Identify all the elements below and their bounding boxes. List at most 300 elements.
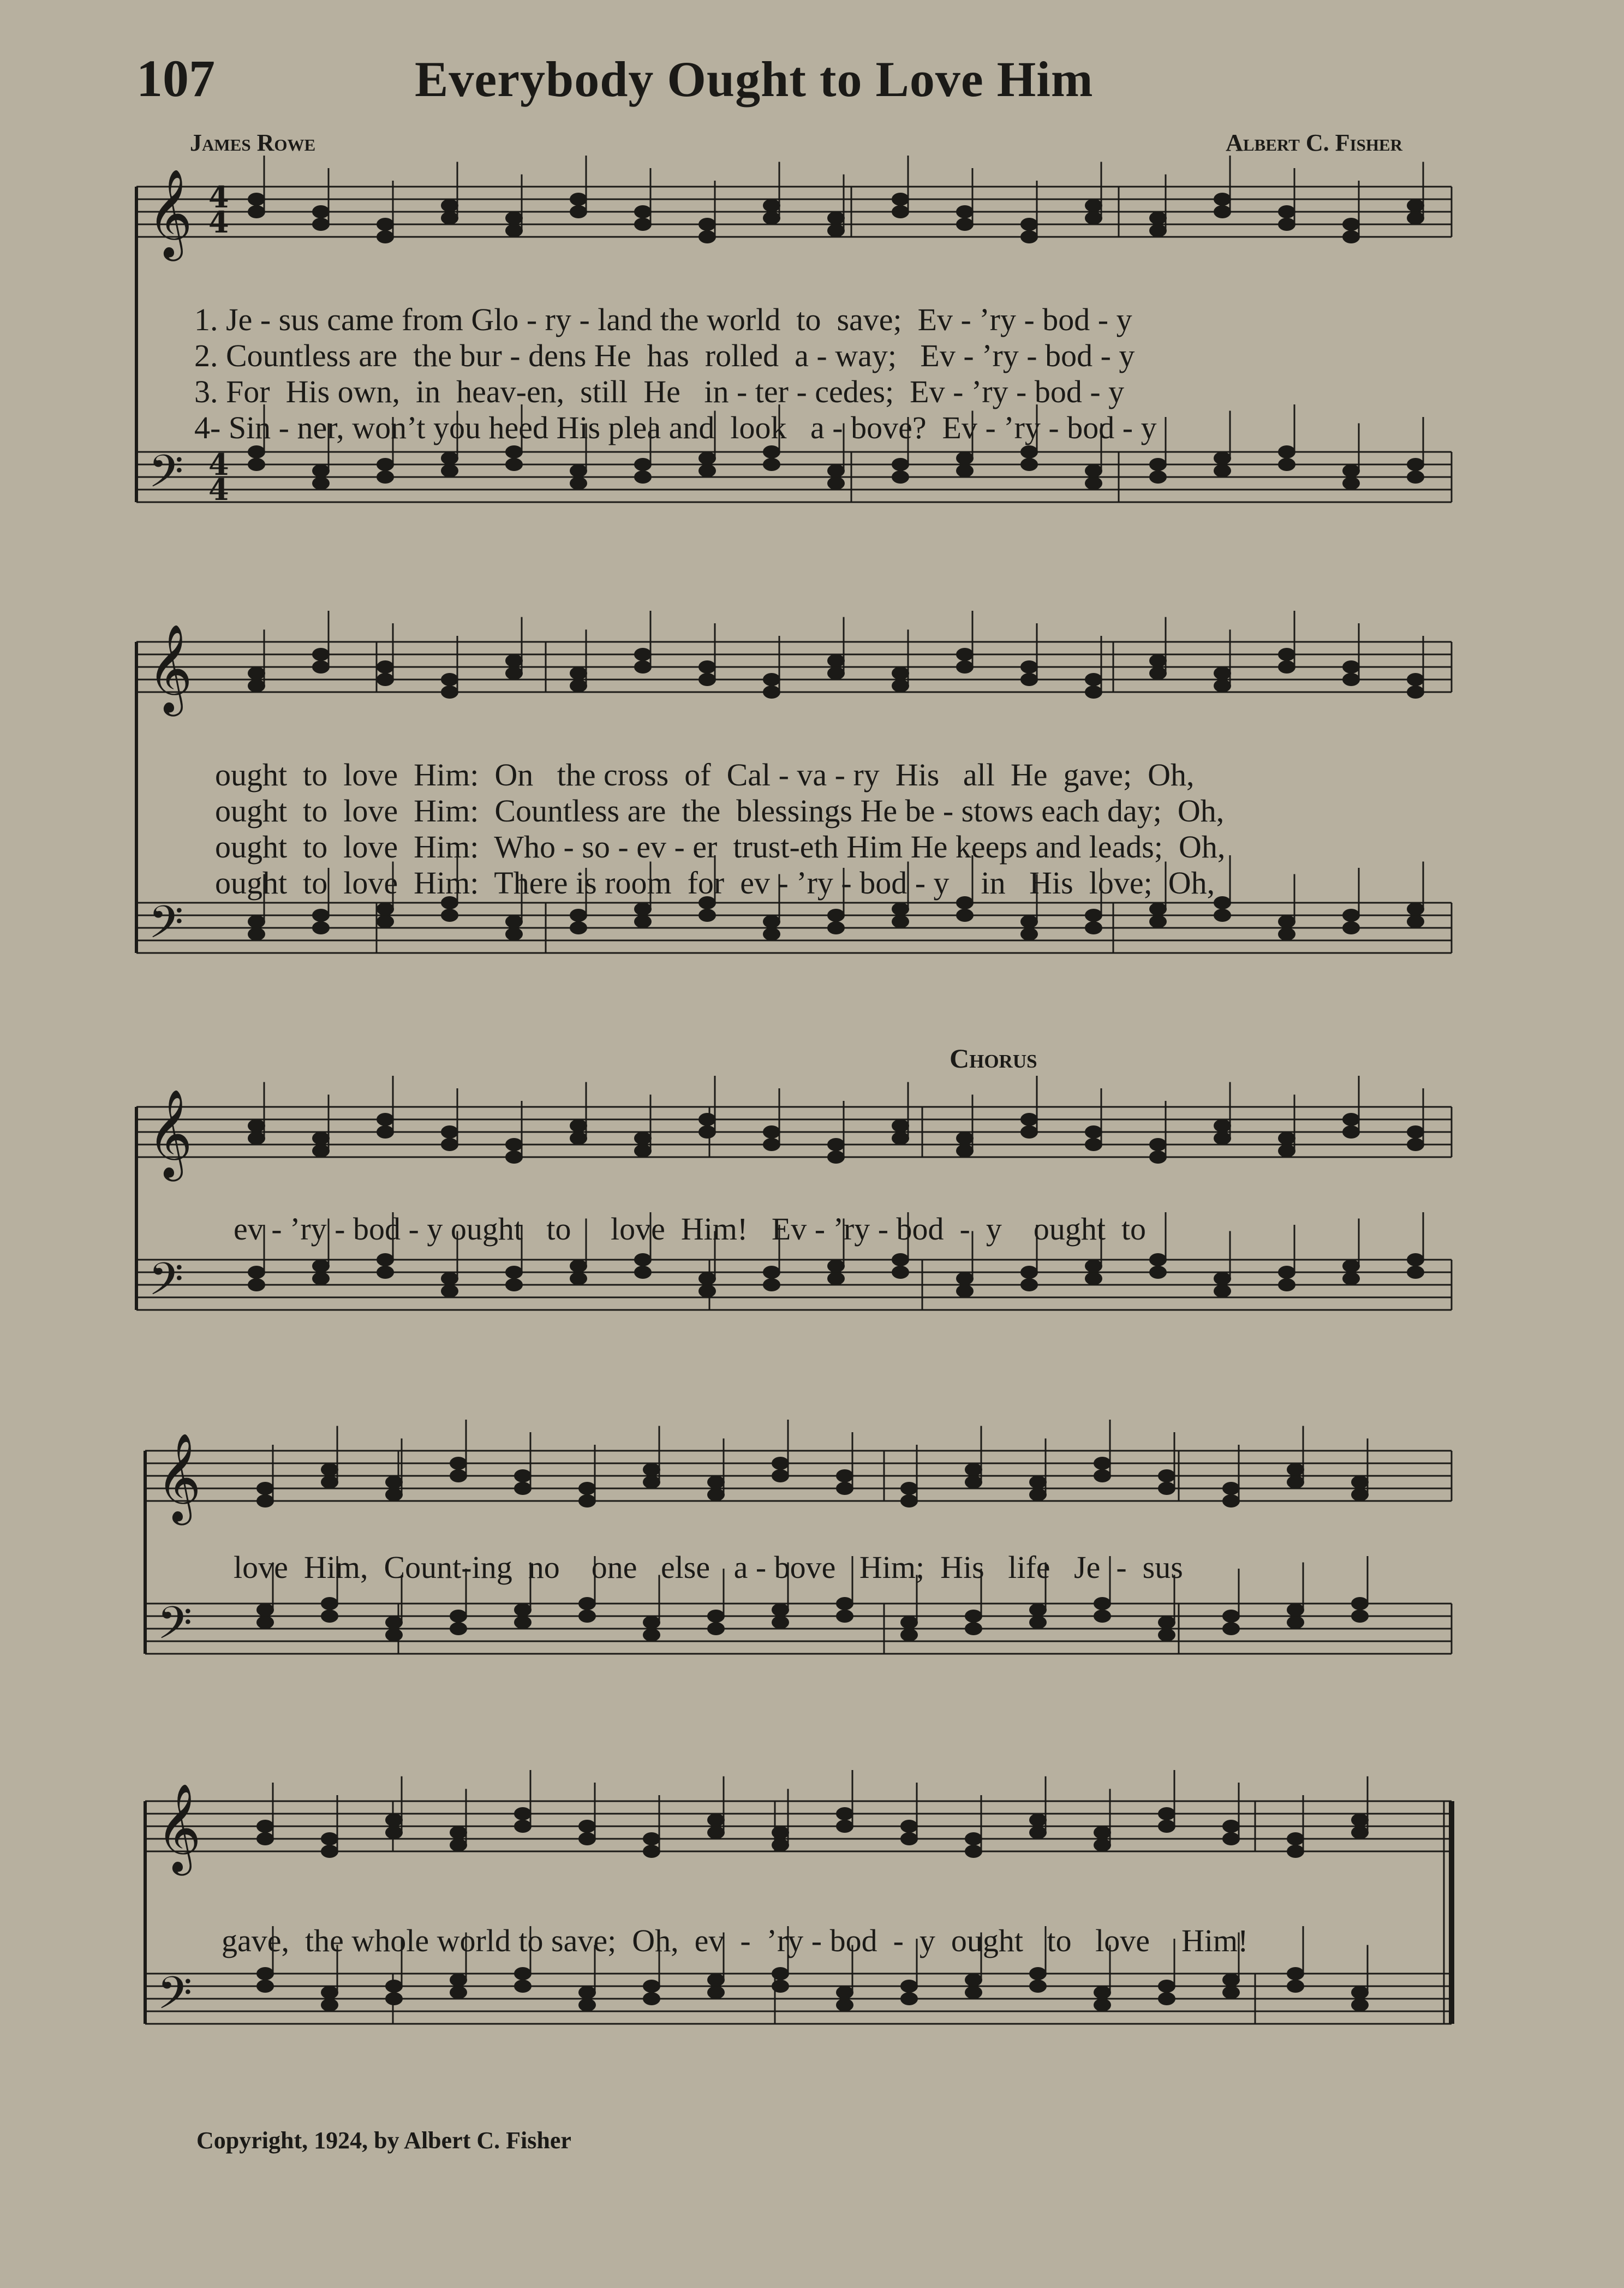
note-head xyxy=(1020,915,1038,928)
note-head xyxy=(321,1597,338,1610)
note-head xyxy=(1094,1986,1111,1999)
note-head xyxy=(1342,218,1360,231)
note-head xyxy=(698,218,716,231)
note-head xyxy=(256,1616,274,1629)
note-head xyxy=(385,1814,403,1827)
note-head xyxy=(707,1814,725,1827)
note-head xyxy=(377,1253,394,1266)
note-head xyxy=(1287,1616,1304,1629)
note-head xyxy=(698,1285,716,1298)
note-head xyxy=(312,1145,330,1158)
note-head xyxy=(643,1832,660,1845)
note-head xyxy=(827,224,845,237)
note-head xyxy=(698,452,716,465)
note-head xyxy=(377,1266,394,1279)
note-head xyxy=(1149,224,1167,237)
note-head xyxy=(570,667,587,680)
note-head xyxy=(698,909,716,922)
lyric-line: ought to love Him: Countless are the blessings He be - stows each day; Oh, xyxy=(215,793,1225,829)
note-head xyxy=(1214,452,1231,465)
note-head xyxy=(1222,1622,1240,1635)
note-head xyxy=(900,1980,918,1993)
note-head xyxy=(1149,1253,1167,1266)
note-head xyxy=(772,1457,789,1470)
bass-clef-icon: 𝄢 xyxy=(157,1596,193,1660)
lyric-line: 2. Countless are the bur - dens He has rolled a - way; Ev - ’ry - bod - y xyxy=(194,338,1135,373)
note-head xyxy=(763,928,780,941)
note-head xyxy=(312,648,330,661)
note-head xyxy=(248,667,265,680)
note-head xyxy=(377,1125,394,1139)
note-head xyxy=(377,660,394,674)
note-head xyxy=(1222,1610,1240,1623)
bass-clef-icon: 𝄢 xyxy=(157,1967,193,2030)
note-head xyxy=(900,1832,918,1845)
note-head xyxy=(385,1826,403,1839)
note-head xyxy=(505,212,523,225)
lyric-line: ought to love Him: There is room for ev - ’ry - bod - y in His love; Oh, xyxy=(215,865,1215,901)
note-head xyxy=(1287,1463,1304,1476)
note-head xyxy=(707,1622,725,1635)
note-head xyxy=(956,909,974,922)
note-head xyxy=(1158,1482,1175,1495)
note-head xyxy=(1029,1616,1047,1629)
note-head xyxy=(1342,909,1360,922)
note-head xyxy=(1158,1992,1175,2005)
note-head xyxy=(385,1992,403,2005)
note-head xyxy=(1094,1457,1111,1470)
lyric-line: love Him, Count-ing no one else a - bove Him; His life Je - sus xyxy=(234,1550,1183,1585)
note-head xyxy=(698,1272,716,1285)
note-head xyxy=(248,458,265,471)
note-head xyxy=(248,928,265,941)
note-head xyxy=(1287,1604,1304,1617)
note-head xyxy=(836,1469,853,1482)
note-head xyxy=(763,915,780,928)
note-head xyxy=(1342,464,1360,478)
note-head xyxy=(312,1132,330,1145)
note-head xyxy=(514,1967,532,1980)
note-head xyxy=(1222,1494,1240,1508)
note-head xyxy=(634,915,652,928)
note-head xyxy=(1407,686,1424,699)
note-head xyxy=(248,1119,265,1133)
note-head xyxy=(312,1272,330,1285)
note-head xyxy=(1020,660,1038,674)
note-head xyxy=(643,1476,660,1489)
note-head xyxy=(570,477,587,490)
lyric-line: ev - ’ry - bod - y ought to love Him! Ev - ’ry - bod - y ought to xyxy=(234,1211,1147,1247)
note-head xyxy=(1278,218,1295,231)
note-head xyxy=(1278,648,1295,661)
note-head xyxy=(1214,1132,1231,1145)
note-head xyxy=(827,1272,845,1285)
note-head xyxy=(450,1974,467,1987)
note-head xyxy=(570,464,587,478)
note-head xyxy=(312,205,330,218)
note-head xyxy=(505,654,523,668)
note-head xyxy=(763,1125,780,1139)
note-head xyxy=(965,1610,982,1623)
note-head xyxy=(956,660,974,674)
note-head xyxy=(505,1151,523,1164)
note-head xyxy=(1094,1826,1111,1839)
note-head xyxy=(1158,1469,1175,1482)
note-head xyxy=(1020,928,1038,941)
note-head xyxy=(1342,1260,1360,1273)
note-head xyxy=(1029,1967,1047,1980)
note-head xyxy=(441,199,458,212)
note-head xyxy=(1020,445,1038,458)
note-head xyxy=(1278,1145,1295,1158)
lyric-line: gave, the whole world to save; Oh, ev - ’ry - bod - y ought to love Him! xyxy=(222,1923,1249,1958)
note-head xyxy=(763,1138,780,1151)
note-head xyxy=(1085,199,1102,212)
note-head xyxy=(1342,1125,1360,1139)
note-head xyxy=(634,1145,652,1158)
note-head xyxy=(1149,915,1167,928)
note-head xyxy=(1085,1260,1102,1273)
note-head xyxy=(450,1469,467,1482)
note-head xyxy=(1278,1266,1295,1279)
note-head xyxy=(772,1826,789,1839)
note-head xyxy=(1214,1285,1231,1298)
note-head xyxy=(578,1999,596,2012)
note-head xyxy=(505,667,523,680)
note-head xyxy=(385,1616,403,1629)
note-head xyxy=(1407,1138,1424,1151)
note-head xyxy=(1149,1151,1167,1164)
note-head xyxy=(634,470,652,484)
note-head xyxy=(836,1807,853,1820)
note-head xyxy=(698,1125,716,1139)
note-head xyxy=(900,1494,918,1508)
note-head xyxy=(441,686,458,699)
note-head xyxy=(441,909,458,922)
note-head xyxy=(900,1616,918,1629)
note-head xyxy=(1029,1488,1047,1502)
note-head xyxy=(1407,1266,1424,1279)
note-head xyxy=(1085,1272,1102,1285)
time-signature-digit: 4 xyxy=(208,472,229,507)
note-head xyxy=(505,928,523,941)
note-head xyxy=(634,1132,652,1145)
note-head xyxy=(956,1132,974,1145)
note-head xyxy=(634,648,652,661)
note-head xyxy=(643,1992,660,2005)
note-head xyxy=(1020,230,1038,243)
note-head xyxy=(321,1999,338,2012)
note-head xyxy=(1351,1814,1369,1827)
note-head xyxy=(441,1138,458,1151)
note-head xyxy=(1020,673,1038,686)
note-head xyxy=(772,1616,789,1629)
note-head xyxy=(377,915,394,928)
note-head xyxy=(1278,928,1295,941)
note-head xyxy=(1222,1986,1240,1999)
note-head xyxy=(1222,1820,1240,1833)
note-head xyxy=(1085,1138,1102,1151)
note-head xyxy=(956,648,974,661)
note-head xyxy=(634,903,652,916)
note-head xyxy=(763,212,780,225)
note-head xyxy=(1094,1610,1111,1623)
note-head xyxy=(1278,1132,1295,1145)
note-head xyxy=(965,1463,982,1476)
note-head xyxy=(1342,1272,1360,1285)
note-head xyxy=(1149,903,1167,916)
note-head xyxy=(643,1980,660,1993)
note-head xyxy=(643,1629,660,1642)
note-head xyxy=(707,1488,725,1502)
note-head xyxy=(578,1482,596,1495)
note-head xyxy=(643,1616,660,1629)
note-head xyxy=(377,470,394,484)
note-head xyxy=(256,1820,274,1833)
note-head xyxy=(1407,903,1424,916)
note-head xyxy=(827,212,845,225)
note-head xyxy=(1085,686,1102,699)
note-head xyxy=(514,1820,532,1833)
note-head xyxy=(1287,1967,1304,1980)
note-head xyxy=(450,1839,467,1852)
note-head xyxy=(578,1494,596,1508)
note-head xyxy=(1085,464,1102,478)
note-head xyxy=(836,1999,853,2012)
note-head xyxy=(965,1986,982,1999)
note-head xyxy=(385,1488,403,1502)
note-head xyxy=(441,452,458,465)
note-head xyxy=(1085,1125,1102,1139)
note-head xyxy=(892,667,909,680)
note-head xyxy=(1085,212,1102,225)
note-head xyxy=(248,1278,265,1291)
note-head xyxy=(514,1604,532,1617)
note-head xyxy=(1149,654,1167,668)
note-head xyxy=(256,1482,274,1495)
note-head xyxy=(956,1285,974,1298)
note-head xyxy=(1407,1125,1424,1139)
note-head xyxy=(441,1285,458,1298)
hymn-number: 107 xyxy=(136,49,215,108)
note-head xyxy=(256,1832,274,1845)
note-head xyxy=(312,1260,330,1273)
note-head xyxy=(441,464,458,478)
note-head xyxy=(956,1145,974,1158)
note-head xyxy=(900,1629,918,1642)
note-head xyxy=(1158,1980,1175,1993)
note-head xyxy=(1278,915,1295,928)
note-head xyxy=(1094,1839,1111,1852)
note-head xyxy=(1222,1974,1240,1987)
note-head xyxy=(1342,660,1360,674)
note-head xyxy=(450,1610,467,1623)
note-head xyxy=(772,1967,789,1980)
note-head xyxy=(321,1610,338,1623)
note-head xyxy=(256,1494,274,1508)
note-head xyxy=(707,1610,725,1623)
note-head xyxy=(763,458,780,471)
note-head xyxy=(707,1974,725,1987)
note-head xyxy=(1158,1629,1175,1642)
note-head xyxy=(385,1476,403,1489)
note-head xyxy=(956,218,974,231)
note-head xyxy=(312,477,330,490)
note-head xyxy=(1085,477,1102,490)
lyric-line: 4- Sin - ner, won’t you heed His plea and look a - bove? Ev - ’ry - bod - y xyxy=(194,410,1157,445)
note-head xyxy=(1278,205,1295,218)
note-head xyxy=(1020,1113,1038,1126)
note-head xyxy=(1149,458,1167,471)
treble-clef-icon: 𝄞 xyxy=(147,624,193,713)
note-head xyxy=(1149,667,1167,680)
note-head xyxy=(892,1132,909,1145)
bass-clef-icon: 𝄢 xyxy=(148,1253,184,1316)
note-head xyxy=(900,1482,918,1495)
note-head xyxy=(450,1457,467,1470)
note-head xyxy=(505,224,523,237)
note-head xyxy=(892,1266,909,1279)
note-head xyxy=(634,205,652,218)
note-head xyxy=(256,1967,274,1980)
note-head xyxy=(892,458,909,471)
note-head xyxy=(570,1260,587,1273)
note-head xyxy=(956,464,974,478)
note-head xyxy=(1287,1476,1304,1489)
note-head xyxy=(965,1974,982,1987)
note-head xyxy=(1214,205,1231,218)
note-head xyxy=(248,445,265,458)
note-head xyxy=(827,654,845,668)
time-signature-digit: 4 xyxy=(208,180,229,214)
note-head xyxy=(1085,673,1102,686)
note-head xyxy=(1029,1604,1047,1617)
note-head xyxy=(570,680,587,693)
note-head xyxy=(1158,1807,1175,1820)
note-head xyxy=(377,1113,394,1126)
note-head xyxy=(1351,1597,1369,1610)
note-head xyxy=(321,1463,338,1476)
note-head xyxy=(321,1845,338,1858)
note-head xyxy=(1278,1278,1295,1291)
note-head xyxy=(763,1266,780,1279)
note-head xyxy=(321,1832,338,1845)
note-head xyxy=(634,1253,652,1266)
note-head xyxy=(1407,212,1424,225)
note-head xyxy=(578,1832,596,1845)
note-head xyxy=(956,205,974,218)
note-head xyxy=(312,909,330,922)
note-head xyxy=(1214,1119,1231,1133)
bass-clef-icon: 𝄢 xyxy=(148,445,184,509)
note-head xyxy=(1094,1597,1111,1610)
note-head xyxy=(505,1278,523,1291)
note-head xyxy=(1029,1980,1047,1993)
note-head xyxy=(892,1253,909,1266)
note-head xyxy=(248,193,265,206)
note-head xyxy=(836,1482,853,1495)
note-head xyxy=(965,1845,982,1858)
note-head xyxy=(377,903,394,916)
note-head xyxy=(965,1476,982,1489)
note-head xyxy=(1407,458,1424,471)
note-head xyxy=(772,1604,789,1617)
note-head xyxy=(634,458,652,471)
note-head xyxy=(377,230,394,243)
note-head xyxy=(1342,477,1360,490)
note-head xyxy=(1278,660,1295,674)
note-head xyxy=(248,1132,265,1145)
note-head xyxy=(956,452,974,465)
note-head xyxy=(321,1476,338,1489)
note-head xyxy=(505,1138,523,1151)
note-head xyxy=(441,1272,458,1285)
note-head xyxy=(1020,458,1038,471)
note-head xyxy=(827,1138,845,1151)
note-head xyxy=(1342,673,1360,686)
note-head xyxy=(1407,1253,1424,1266)
note-head xyxy=(965,1622,982,1635)
note-head xyxy=(570,205,587,218)
note-head xyxy=(385,1629,403,1642)
note-head xyxy=(956,1272,974,1285)
note-head xyxy=(1222,1832,1240,1845)
note-head xyxy=(698,660,716,674)
treble-clef-icon: 𝄞 xyxy=(156,1433,201,1522)
note-head xyxy=(312,921,330,934)
note-head xyxy=(1149,470,1167,484)
note-head xyxy=(248,205,265,218)
time-signature-digit: 4 xyxy=(208,447,229,482)
note-head xyxy=(1094,1469,1111,1482)
note-head xyxy=(256,1604,274,1617)
note-head xyxy=(772,1980,789,1993)
note-head xyxy=(698,673,716,686)
note-head xyxy=(1351,1476,1369,1489)
note-head xyxy=(1407,199,1424,212)
note-head xyxy=(1351,1986,1369,1999)
note-head xyxy=(892,193,909,206)
note-head xyxy=(312,218,330,231)
copyright-notice: Copyright, 1924, by Albert C. Fisher xyxy=(196,2127,571,2154)
note-head xyxy=(570,921,587,934)
note-head xyxy=(892,903,909,916)
note-head xyxy=(1287,1832,1304,1845)
note-head xyxy=(1214,909,1231,922)
note-head xyxy=(763,1278,780,1291)
note-head xyxy=(570,1272,587,1285)
note-head xyxy=(827,1260,845,1273)
music-credit: Albert C. Fisher xyxy=(1226,129,1402,156)
note-head xyxy=(570,193,587,206)
note-head xyxy=(321,1986,338,1999)
note-head xyxy=(578,1610,596,1623)
note-head xyxy=(763,686,780,699)
note-head xyxy=(827,667,845,680)
note-head xyxy=(514,1807,532,1820)
note-head xyxy=(441,673,458,686)
note-head xyxy=(1342,921,1360,934)
note-head xyxy=(836,1820,853,1833)
note-head xyxy=(634,218,652,231)
note-head xyxy=(1214,193,1231,206)
note-head xyxy=(827,1151,845,1164)
note-head xyxy=(698,464,716,478)
note-head xyxy=(698,230,716,243)
note-head xyxy=(1149,1138,1167,1151)
note-head xyxy=(505,458,523,471)
note-head xyxy=(256,1980,274,1993)
